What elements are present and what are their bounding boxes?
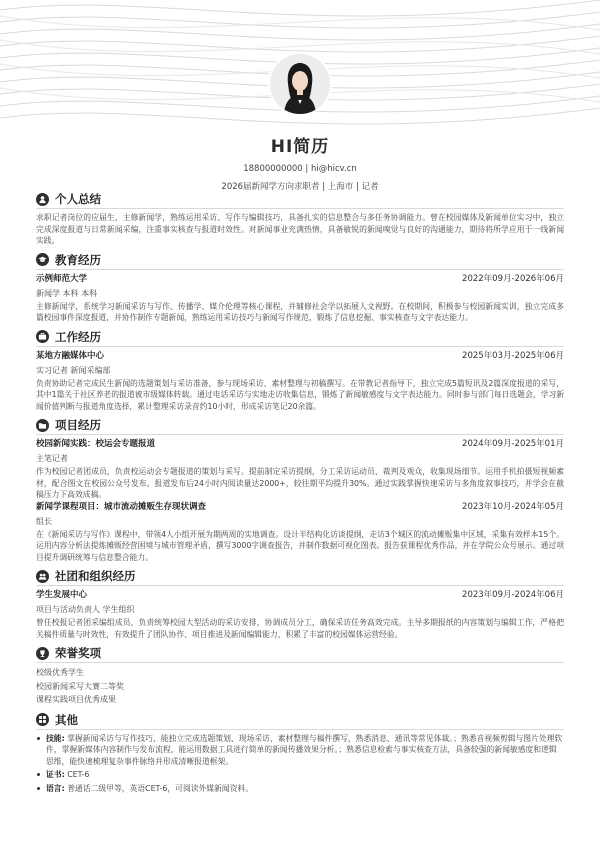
section-label: 项目经历 (55, 418, 101, 432)
project-name: 校园新闻实践：校运会专题报道 (36, 439, 156, 449)
grid-icon (36, 713, 49, 726)
item-label: 语言: (46, 783, 65, 793)
degree-line: 新闻学 本科 本科 (36, 288, 98, 298)
project-name: 新闻学课程项目：城市流动摊贩生存现状调查 (36, 501, 207, 512)
entry-description: 主修新闻学，系统学习新闻采访与写作、传播学、媒介伦理等核心课程，并辅修社会学以拓展人文视野。在校期间，积极参与校园新闻实训，独立完成多篇校园事件深度报道，并协作制作专题新闻，熟练运用采访技巧与新闻写作规范，锻炼了信息挖掘、事实核查与文字表达能力。 (36, 301, 564, 322)
info-line: 2026届新闻学方向求职者 | 上海市 | 记者 (221, 182, 379, 192)
entry-date: 2025年03月-2025年06月 (462, 350, 564, 361)
entry-date: 2023年09月-2024年06月 (462, 590, 564, 600)
project-entry (36, 438, 564, 501)
role-line: 主笔记者 (36, 454, 68, 463)
list-item (36, 769, 564, 781)
entry-description: 在《新闻采访与写作》课程中，带领4人小组开展为期两周的实地调查。设计半结构化访谈提纲，走访3个城区的流动摊贩集中区域，采集有效样本15个。运用内容分析法提炼摊贩经营困境与城市管理矛盾，撰写3000字调查报告，并制作数据可视化图表。报告获课程优秀作品，并在学院公众号展示。通过项目提升调研统筹与信息整合能力。 (36, 529, 564, 562)
resume-header (0, 132, 600, 193)
section-title-other (36, 711, 564, 730)
section-work (36, 328, 564, 413)
award-item: 校园新闻采写大赛二等奖 (36, 681, 124, 691)
section-projects (36, 416, 564, 563)
section-label: 荣誉奖项 (55, 646, 101, 660)
item-text: 掌握新闻采访与写作技巧，能独立完成选题策划、现场采访、素材整理与稿件撰写，熟悉消息、通讯等常见体裁。；熟悉音视频剪辑与图片处理软件，掌握新媒体内容制作与发布流程，能运用数据工具进行简单的新闻传播效果分析。；熟悉信息检索与事实核查方法，具备较强的新闻敏感度和逻辑思维，能快速梳理复杂事件脉络并形成清晰报道框架。 (46, 733, 563, 766)
section-other (36, 711, 564, 795)
position-line: 实习记者 新闻采编部 (36, 365, 111, 375)
section-title-summary (36, 190, 564, 209)
profile-photo-icon (270, 54, 330, 114)
item-text: 普通话二级甲等，英语CET-6，可阅读外媒新闻资料。 (64, 783, 254, 793)
entry-description: 曾任校报记者团采编组成员，负责统筹校园大型活动的采访安排，协调成员分工，确保采访任务高效完成。主导多期报纸的内容策划与编辑工作，严格把关稿件质量与时效性，有效提升了团队协作、项目推进及新闻编辑能力，积累了丰富的校园媒体运营经验。 (36, 618, 564, 639)
contact-line: 18800000000 | hi@hicv.cn (243, 164, 357, 174)
section-label: 个人总结 (55, 192, 101, 206)
project-entry (36, 501, 564, 564)
section-awards (36, 644, 564, 707)
section-title-awards (36, 644, 564, 663)
community-entry (36, 589, 564, 640)
section-label: 社团和组织经历 (55, 569, 136, 583)
company-name: 某地方融媒体中心 (36, 350, 105, 361)
section-summary (36, 190, 564, 247)
list-item (36, 733, 564, 768)
avatar (270, 54, 330, 114)
item-label: 技能: (46, 733, 65, 743)
entry-description: 作为校园记者团成员，负责校运动会专题报道的策划与采写。提前制定采访提纲，分工采访运动员、裁判及观众，收集现场细节。运用手机拍摄短视频素材，配合图文在校园公众号发布。报道发布后24小时内阅读量达2000+，较往期平均提升30%。通过实践掌握快速采访与多角度叙事技巧，并学会在截稿压力下高效成稿。 (36, 467, 564, 499)
entry-date: 2022年09月-2026年06月 (462, 273, 564, 284)
award-item: 课程实践项目优秀成果 (36, 695, 116, 704)
organization-name: 学生发展中心 (36, 590, 88, 600)
section-title-community (36, 567, 564, 586)
role-line: 项目与活动负责人 学生组织 (36, 605, 135, 614)
section-title-work (36, 328, 564, 347)
section-title-education (36, 251, 564, 270)
entry-date: 2024年09月-2025年01月 (462, 439, 564, 449)
summary-text: 求职记者岗位的应届生，主修新闻学，熟练运用采访、写作与编辑技巧，具备扎实的信息整合与多任务协调能力。曾在校园媒体及新闻单位实习中，独立完成深度报道与日常新闻采编，注重事实核查与报道时效性。对新闻事业充满热情，具备敏锐的新闻嗅觉与良好的沟通能力，期待将所学应用于一线新闻实践。 (36, 213, 564, 245)
section-label: 其他 (55, 712, 78, 727)
user-icon (36, 193, 49, 206)
work-entry (36, 350, 564, 413)
users-icon (36, 570, 49, 583)
section-community (36, 567, 564, 640)
item-label: 证书: (46, 770, 65, 779)
trophy-icon (36, 647, 49, 660)
section-label: 教育经历 (55, 252, 101, 267)
candidate-name: HI简历 (270, 137, 330, 157)
school-name: 示例师范大学 (36, 273, 88, 284)
entry-date: 2023年10月-2024年05月 (462, 501, 564, 512)
list-item (36, 783, 564, 795)
section-education (36, 251, 564, 324)
role-line: 组长 (36, 516, 52, 526)
briefcase-icon (36, 330, 49, 343)
folder-icon (36, 419, 49, 432)
other-list (36, 733, 564, 795)
award-item: 校级优秀学生 (36, 668, 84, 677)
item-text: CET-6 (64, 770, 90, 779)
entry-description: 负责协助记者完成民生新闻的选题策划与采访准备，参与现场采访、素材整理与初稿撰写。在带教记者指导下，独立完成5篇短讯及2篇深度报道的采写，其中1篇关于社区养老的报道被市级媒体转载。通过电话采访与实地走访收集信息，锻炼了新闻敏感度与文字表达能力。同时参与部门每日选题会，学习新闻价值判断与报道角度选择，累计整理采访录音约10小时，形成采访笔记20余篇。 (36, 378, 564, 411)
section-title-projects (36, 416, 564, 435)
graduation-cap-icon (36, 253, 49, 266)
section-label: 工作经历 (55, 329, 101, 344)
resume-body (36, 190, 564, 798)
education-entry (36, 273, 564, 324)
